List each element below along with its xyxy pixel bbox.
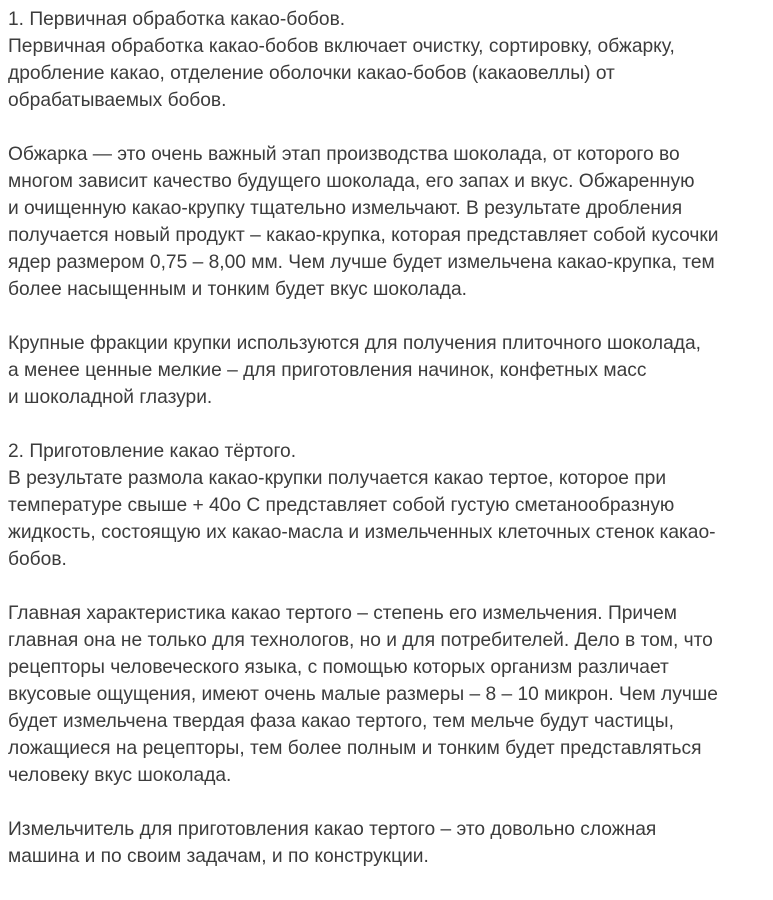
paragraph-primary-processing (8, 6, 767, 114)
text-line: будет измельчена твердая фаза какао тертого, тем мельче будут частицы, (8, 711, 674, 732)
paragraph-cocoa-liquor (8, 438, 767, 573)
text-line: ложащиеся на рецепторы, тем более полным и тонким будет представляться (8, 738, 702, 759)
text-line: человеку вкус шоколада. (8, 765, 232, 786)
text-line: ядер размером 0,75 – 8,00 мм. Чем лучше будет измельчена какао-крупка, тем (8, 252, 715, 273)
section-heading-2: 2. Приготовление какао тёртого. (8, 441, 297, 462)
text-line: жидкость, состоящую их какао-масла и измельченных клеточных стенок какао- (8, 522, 716, 543)
text-line: более насыщенным и тонким будет вкус шоколада. (8, 279, 467, 300)
text-line: машина и по своим задачам, и по конструкции. (8, 846, 429, 867)
paragraph-fractions (8, 330, 767, 411)
text-line: Первичная обработка какао-бобов включает очистку, сортировку, обжарку, (8, 36, 675, 57)
paragraph-grinder (8, 816, 767, 870)
paragraph-roasting (8, 141, 767, 303)
paragraph-gap (8, 303, 767, 330)
text-line: многом зависит качество будущего шоколада, его запах и вкус. Обжаренную (8, 171, 695, 192)
paragraph-grinding-degree (8, 600, 767, 789)
text-line: вкусовые ощущения, имеют очень малые размеры – 8 – 10 микрон. Чем лучше (8, 684, 718, 705)
text-line: Крупные фракции крупки используются для получения плиточного шоколада, (8, 333, 701, 354)
text-line: и шоколадной глазури. (8, 387, 213, 408)
text-line: и очищенную какао-крупку тщательно измельчают. В результате дробления (8, 198, 683, 219)
text-line: обрабатываемых бобов. (8, 90, 227, 111)
text-line: В результате размола какао-крупки получается какао тертое, которое при (8, 468, 667, 489)
text-line: а менее ценные мелкие – для приготовления начинок, конфетных масс (8, 360, 647, 381)
text-line: рецепторы человеческого языка, с помощью которых организм различает (8, 657, 669, 678)
paragraph-gap (8, 573, 767, 600)
text-line: Измельчитель для приготовления какао тертого – это довольно сложная (8, 819, 657, 840)
text-line: дробление какао, отделение оболочки какао-бобов (какаовеллы) от (8, 63, 615, 84)
text-line: бобов. (8, 549, 67, 570)
text-line: главная она не только для технологов, но и для потребителей. Дело в том, что (8, 630, 713, 651)
paragraph-gap (8, 789, 767, 816)
paragraph-gap (8, 114, 767, 141)
paragraph-gap (8, 411, 767, 438)
text-line: Главная характеристика какао тертого – степень его измельчения. Причем (8, 603, 678, 624)
text-line: Обжарка — это очень важный этап производства шоколада, от которого во (8, 144, 680, 165)
text-line: температуре свыше + 40о С представляет собой густую сметанообразную (8, 495, 675, 516)
section-heading-1: 1. Первичная обработка какао-бобов. (8, 9, 346, 30)
text-line: получается новый продукт – какао-крупка, которая представляет собой кусочки (8, 225, 719, 246)
